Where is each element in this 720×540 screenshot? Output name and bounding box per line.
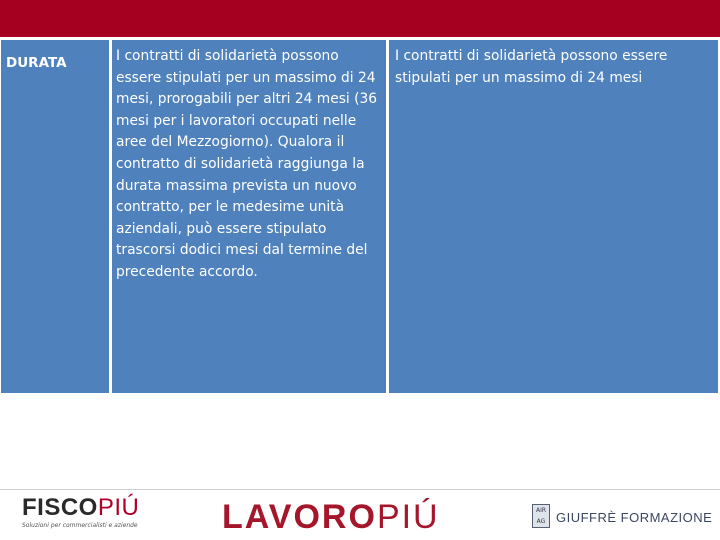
content-table [0,37,720,395]
fiscopiu-logo-piu: PIÚ [97,494,140,521]
column-2-text: I contratti di solidarietà possono essere stipulati per un massimo di 24 mesi, prorogabili per altri 24 mesi (36 mesi per i lavoratori occupati nelle aree del Mezzogiorno). Qualora il contratto di solidarietà raggiunga la durata massima prevista un nuovo contratto, per le medesime unità aziendali, può essere stipulato trascorsi dodici mesi dal termine del precedente accordo. [116,48,378,280]
column-3-cell [389,40,718,393]
lavoropiu-logo [222,497,440,537]
giuffre-mark-icon [532,504,550,528]
fiscopiu-logo-fisco: FISCO [22,494,98,521]
giuffre-mark-top: AIR [535,507,547,514]
row-label-cell [1,40,109,393]
footer-divider [0,489,720,490]
giuffre-logo-text: GIUFFRÈ FORMAZIONE [556,510,713,525]
giuffre-formazione-logo [532,504,712,530]
giuffre-mark-bottom: AG [536,518,546,525]
header-bar [0,0,720,37]
fiscopiu-tagline: Soluzioni per commercialisti e aziende [22,522,138,529]
lavoropiu-logo-piu: PIÚ [376,498,440,536]
fiscopiu-logo [22,495,152,535]
row-label: DURATA [6,55,67,71]
lavoropiu-logo-lavoro: LAVORO [222,498,377,536]
column-2-cell [112,40,386,393]
column-3-text: I contratti di solidarietà possono essere stipulati per un massimo di 24 mesi [395,48,668,86]
